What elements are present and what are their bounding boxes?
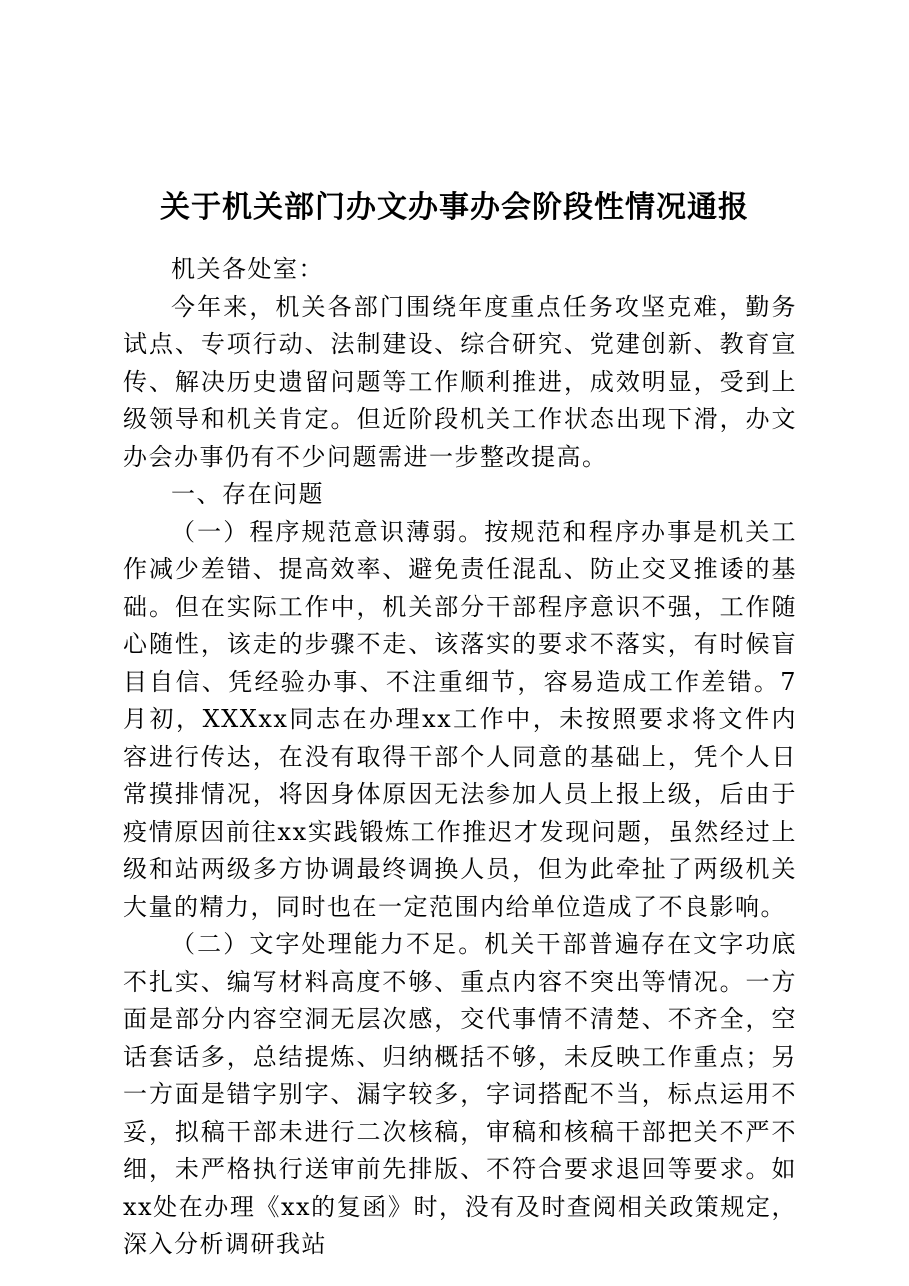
- paragraph-intro: 今年来，机关各部门围绕年度重点任务攻坚克难，勤务试点、专项行动、法制建设、综合研究、党建创新、教育宣传、解决历史遗留问题等工作顺利推进，成效明显，受到上级领导和机关肯定。但近阶段机关工作状态出现下滑，办文办会办事仍有不少问题需进一步整改提高。: [123, 292, 797, 471]
- paragraph-writing: （二）文字处理能力不足。机关干部普遍存在文字功底不扎实、编写材料高度不够、重点内容不突出等情况。一方面是部分内容空洞无层次感，交代事情不清楚、不齐全，空话套话多，总结提炼、归纳概括不够，未反映工作重点；另一方面是错字别字、漏字较多，字词搭配不当，标点运用不妥，拟稿干部未进行二次核稿，审稿和核稿干部把关不严不细，未严格执行送审前先排版、不符合要求退回等要求。如xx处在办理《xx的复函》时，没有及时查阅相关政策规定，深入分析调研我站: [123, 930, 797, 1258]
- paragraph-procedure: （一）程序规范意识薄弱。按规范和程序办事是机关工作减少差错、提高效率、避免责任混乱、防止交叉推诿的基础。但在实际工作中，机关部分干部程序意识不强，工作随心随性，该走的步骤不走、该落实的要求不落实，有时候盲目自信、凭经验办事、不注重细节，容易造成工作差错。7月初，XXXxx同志在办理xx工作中，未按照要求将文件内容进行传达，在没有取得干部个人同意的基础上，凭个人日常摸排情况，将因身体原因无法参加人员上报上级，后由于疫情原因前往xx实践锻炼工作推迟才发现问题，虽然经过上级和站两级多方协调最终调换人员，但为此牵扯了两级机关大量的精力，同时也在一定范围内给单位造成了不良影响。: [123, 517, 797, 921]
- salutation: 机关各处室：: [171, 255, 324, 283]
- document-title: 关于机关部门办文办事办会阶段性情况通报: [160, 190, 749, 225]
- section-heading-problems: 一、存在问题: [171, 480, 324, 508]
- document-body: [123, 251, 797, 1264]
